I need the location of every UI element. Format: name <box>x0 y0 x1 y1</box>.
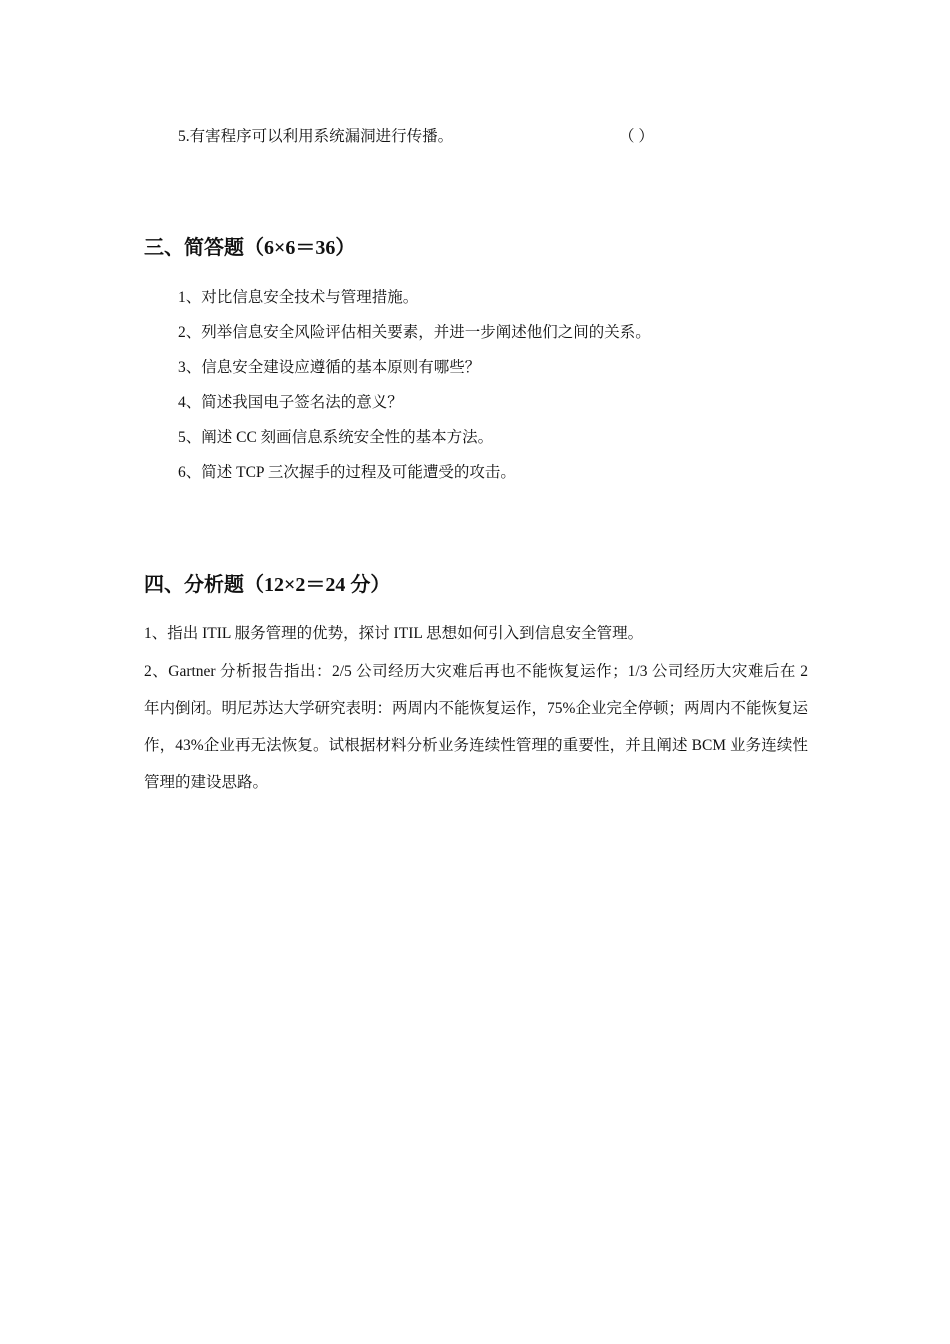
section-title-short-answer: 三、简答题（6×6＝36） <box>144 237 356 259</box>
short-answer-question-4: 4、简述我国电子签名法的意义？ <box>178 394 403 411</box>
short-answer-question-1: 1、对比信息安全技术与管理措施。 <box>178 289 419 306</box>
short-answer-question-3: 3、信息安全建设应遵循的基本原则有哪些？ <box>178 359 481 376</box>
short-answer-question-2: 2、列举信息安全风险评估相关要素，并进一步阐述他们之间的关系。 <box>178 324 651 341</box>
short-answer-question-6: 6、简述 TCP 三次握手的过程及可能遭受的攻击。 <box>178 464 516 481</box>
section-title-analysis: 四、分析题（12×2＝24 分） <box>144 574 391 596</box>
short-answer-question-5: 5、阐述 CC 刻画信息系统安全性的基本方法。 <box>178 429 494 446</box>
analysis-question-1: 1、指出 ITIL 服务管理的优势，探讨 ITIL 思想如何引入到信息安全管理。 <box>144 625 644 642</box>
short-answer-list <box>178 288 651 498</box>
analysis-questions <box>144 624 808 801</box>
analysis-question-2: 2、Gartner 分析报告指出：2/5 公司经历大灾难后再也不能恢复运作；1/3 公司经历大灾难后在 2 年内倒闭。明尼苏达大学研究表明：两周内不能恢复运作，75%企业完全停顿；两周内不能恢复运作，43%企业再无法恢复。试根据材料分析业务连续性管理的重要性，并且阐述 BCM 业务连续性管理的建设思路。 <box>144 663 808 791</box>
answer-bracket: （ ） <box>619 128 654 145</box>
true-false-item-5: 5.有害程序可以利用系统漏洞进行传播。 <box>178 128 454 145</box>
